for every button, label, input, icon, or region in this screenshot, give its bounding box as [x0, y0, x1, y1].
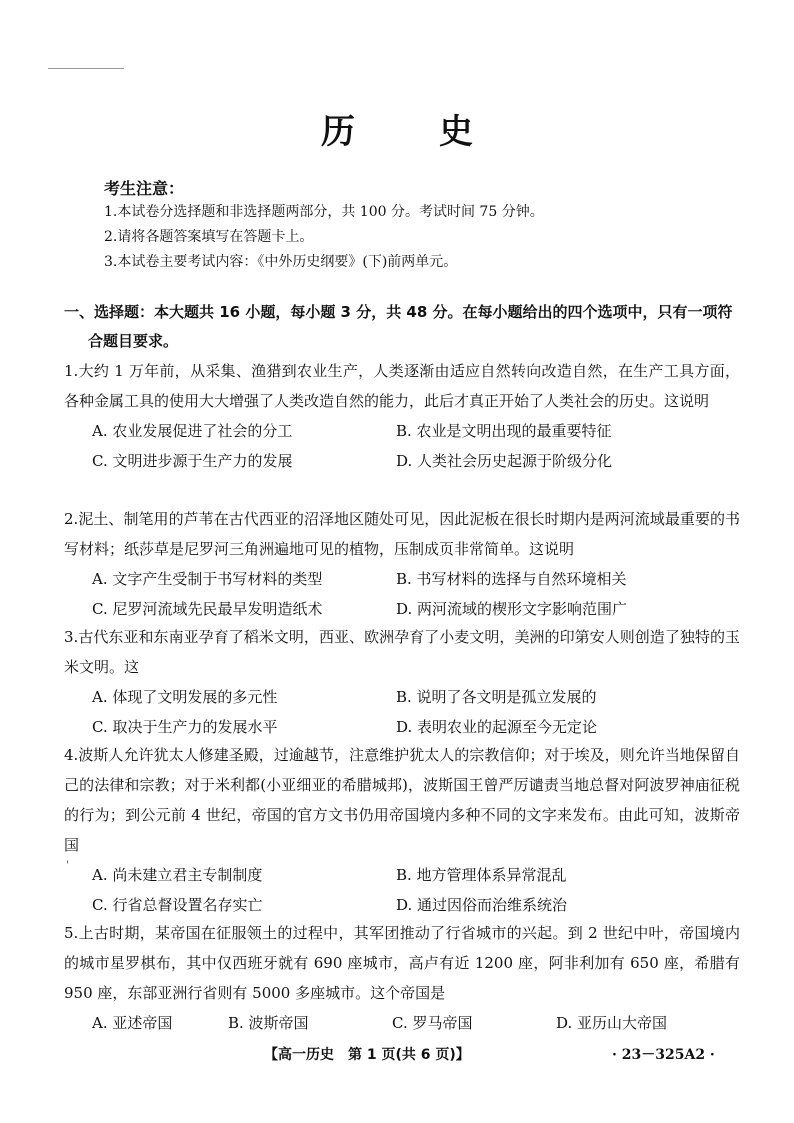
section-heading	[64, 298, 744, 356]
notice-item: 3.本试卷主要考试内容：《中外历史纲要》(下)前两单元。	[104, 254, 458, 270]
option-c: C. 文明进步源于生产力的发展	[92, 452, 293, 470]
option-row	[64, 860, 740, 890]
title-char-1: 历	[321, 112, 355, 152]
question-4	[64, 740, 740, 920]
title-char-2: 史	[439, 112, 473, 152]
question-stem: 1.大约 1 万年前，从采集、渔猎到农业生产，人类逐渐由适应自然转向改造自然，在生产工具方面，各种金属工具的使用大大增强了人类改造自然的能力，此后才真正开始了人类社会的历史。这说明	[64, 362, 740, 410]
option-row	[64, 890, 740, 920]
notice-heading: 考生注意：	[104, 179, 185, 198]
section-line-1: 一、选择题：本大题共 16 小题，每小题 3 分，共 48 分。在每小题给出的四个选项中，只有一项符	[64, 303, 733, 321]
option-d: D. 人类社会历史起源于阶级分化	[396, 452, 613, 470]
option-d: D. 表明农业的起源至今无定论	[396, 718, 598, 736]
page-title	[0, 104, 794, 153]
question-2	[64, 504, 740, 624]
option-b: B. 波斯帝国	[228, 1014, 309, 1032]
option-b: B. 说明了各文明是孤立发展的	[396, 688, 597, 706]
question-stem: 5.上古时期，某帝国在征服领土的过程中，其军团推动了行省城市的兴起。到 2 世纪中叶，帝国境内的城市星罗棋布，其中仅西班牙就有 690 座城市，高卢有近 1200 座，阿非利加有 650 座，希腊有 950 座，东部亚洲行省则有 5000 多座城市。这个帝国是	[64, 924, 740, 1002]
option-row	[64, 594, 740, 624]
question-stem: 3.古代东亚和东南亚孕育了稻米文明，西亚、欧洲孕育了小麦文明，美洲的印第安人则创造了独特的玉米文明。这	[64, 628, 740, 676]
footer-page-info: 【高一历史 第 1 页(共 6 页)】	[264, 1047, 470, 1063]
question-stem: 4.波斯人允许犹太人修建圣殿，过逾越节，注意维护犹太人的宗教信仰；对于埃及，则允许当地保留自己的法律和宗教；对于米利都(小亚细亚的希腊城邦)，波斯国王曾严厉谴责当地总督对阿波罗神庙征税的行为；到公元前 4 世纪，帝国的官方文书仍用帝国境内多种不同的文字来发布。由此可知，波斯帝国	[64, 746, 740, 854]
top-rule	[48, 68, 124, 69]
option-c: C. 尼罗河流域先民最早发明造纸术	[92, 600, 323, 618]
question-3	[64, 622, 740, 742]
option-row	[64, 1008, 740, 1038]
option-row	[64, 564, 740, 594]
question-5	[64, 918, 740, 1038]
option-a: A. 亚述帝国	[92, 1014, 173, 1032]
footer-exam-code: · 23－325A2 ·	[612, 1047, 715, 1063]
option-a: A. 文字产生受制于书写材料的类型	[92, 570, 323, 588]
notice-item: 2.请将各题答案填写在答题卡上。	[104, 229, 314, 245]
section-line-2: 合题目要求。	[88, 332, 179, 350]
option-c: C. 取决于生产力的发展水平	[92, 718, 278, 736]
option-b: B. 书写材料的选择与自然环境相关	[396, 570, 627, 588]
option-d: D. 通过因俗而治维系统治	[396, 896, 568, 914]
option-d: D. 亚历山大帝国	[556, 1014, 668, 1032]
option-row	[64, 416, 740, 446]
option-d: D. 两河流域的楔形文字影响范围广	[396, 600, 628, 618]
option-c: C. 行省总督设置名存实亡	[92, 896, 263, 914]
option-a: A. 尚未建立君主专制制度	[92, 866, 263, 884]
question-stem: 2.泥土、制笔用的芦苇在古代西亚的沼泽地区随处可见，因此泥板在很长时期内是两河流域最重要的书写材料；纸莎草是尼罗河三角洲遍地可见的植物，压制成页非常简单。这说明	[64, 510, 740, 558]
option-b: B. 地方管理体系异常混乱	[396, 866, 567, 884]
option-row	[64, 682, 740, 712]
option-row	[64, 712, 740, 742]
option-row	[64, 446, 740, 476]
option-c: C. 罗马帝国	[392, 1014, 473, 1032]
scan-mark: '	[66, 860, 69, 871]
option-b: B. 农业是文明出现的最重要特征	[396, 422, 612, 440]
question-1	[64, 356, 740, 476]
notice-item: 1.本试卷分选择题和非选择题两部分，共 100 分。考试时间 75 分钟。	[104, 204, 544, 220]
option-a: A. 农业发展促进了社会的分工	[92, 422, 293, 440]
option-a: A. 体现了文明发展的多元性	[92, 688, 278, 706]
notice-block	[104, 178, 764, 275]
